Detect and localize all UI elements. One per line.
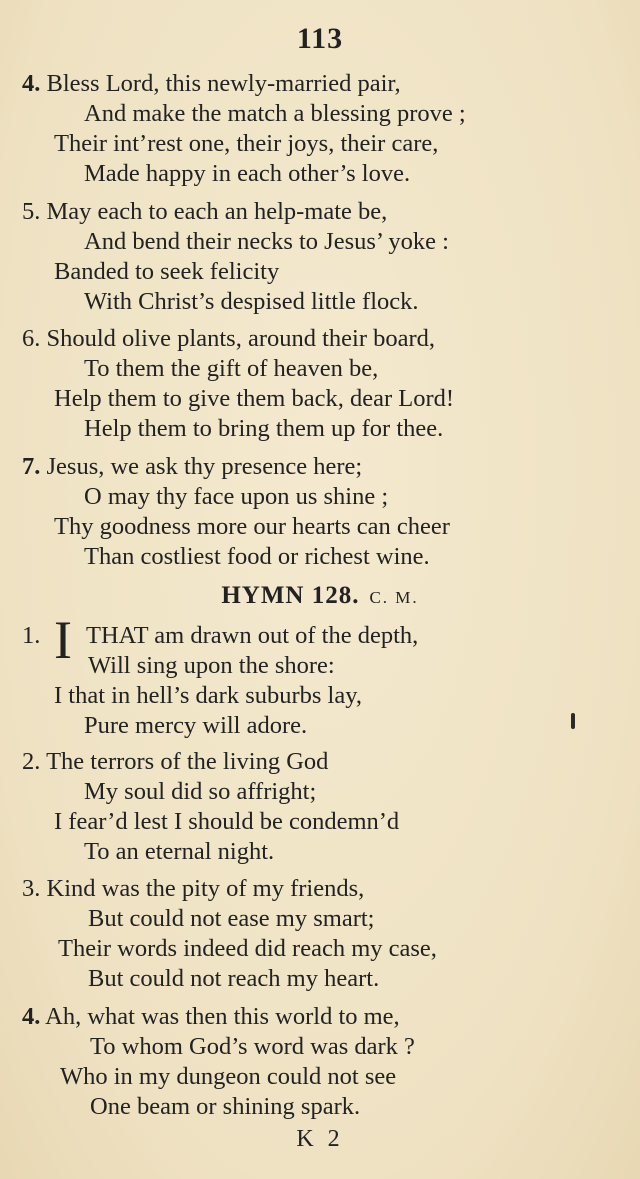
verse-line: I that in hell’s dark suburbs lay, (54, 682, 363, 709)
verse-line: Help them to bring them up for thee. (84, 415, 444, 442)
verse-line: To an eternal night. (84, 838, 275, 865)
verse-line: 6. Should olive plants, around their board, (22, 325, 436, 352)
verse-line: With Christ’s despised little flock. (84, 288, 419, 315)
verse-line: One beam or shining spark. (90, 1093, 361, 1120)
ink-mark (571, 713, 575, 729)
verse-line: To them the gift of heaven be, (84, 355, 379, 382)
verse-line: And bend their necks to Jesus’ yoke : (84, 228, 449, 255)
verse-line: But could not ease my smart; (88, 905, 375, 932)
verse-line: 2. The terrors of the living God (22, 748, 329, 775)
hymn-meter: C. M. (369, 588, 419, 607)
verse-line: Their int’rest one, their joys, their care, (54, 130, 439, 157)
signature-mark: K 2 (296, 1126, 344, 1152)
verse-line: Thy goodness more our hearts can cheer (54, 513, 450, 540)
verse-number: 4. (22, 1003, 41, 1030)
verse-line: Made happy in each other’s love. (84, 160, 411, 187)
verse-number: 3. (22, 875, 41, 902)
verse-line: O may thy face upon us shine ; (84, 483, 389, 510)
verse-number: 5. (22, 198, 41, 225)
verse-line: 5. May each to each an help-mate be, (22, 198, 388, 225)
verse-line: 4. Bless Lord, this newly-married pair, (22, 70, 401, 97)
verse-line: I fear’d lest I should be condemn’d (54, 808, 400, 835)
verse-line: 7. Jesus, we ask thy presence here; (22, 453, 363, 480)
verse-line: My soul did so affright; (84, 778, 317, 805)
verse-line: Than costliest food or richest wine. (84, 543, 430, 570)
verse-line: And make the match a blessing prove ; (84, 100, 466, 127)
verse-line: Banded to seek felicity (54, 258, 280, 285)
verse-line: Will sing upon the shore: (88, 652, 335, 679)
verse-line: 3. Kind was the pity of my friends, (22, 875, 365, 902)
verse-number: 6. (22, 325, 41, 352)
verse-line: To whom God’s word was dark ? (90, 1033, 415, 1060)
verse-line: Help them to give them back, dear Lord! (54, 385, 455, 412)
verse-line: THAT am drawn out of the depth, (86, 622, 419, 649)
drop-cap: I (54, 610, 72, 670)
verse-line: Their words indeed did reach my case, (58, 935, 437, 962)
verse-number: 1. (22, 622, 41, 649)
hymn-title: HYMN 128. C. M. (221, 582, 419, 609)
verse-line: Who in my dungeon could not see (60, 1063, 397, 1090)
page-number: 113 (296, 22, 344, 55)
verse-line: Pure mercy will adore. (84, 712, 308, 739)
verse-line: But could not reach my heart. (88, 965, 380, 992)
verse-number: 4. (22, 70, 41, 97)
verse-number: 7. (22, 453, 41, 480)
verse-line: 4. Ah, what was then this world to me, (22, 1003, 400, 1030)
verse-number: 2. (22, 748, 41, 775)
